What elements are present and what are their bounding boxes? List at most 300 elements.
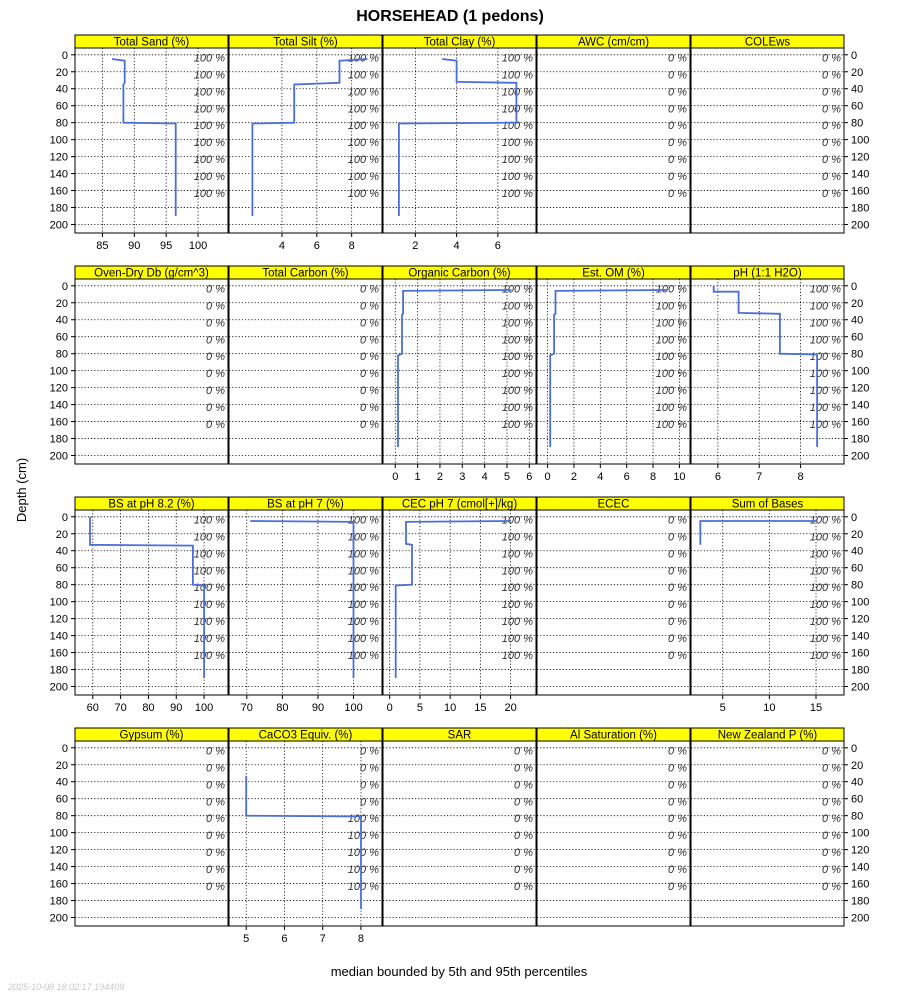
y-tick-label-right: 20: [851, 297, 864, 310]
pct-label: 100 %: [347, 86, 379, 99]
pct-label: 100 %: [501, 137, 533, 150]
y-tick-label-left: 100: [49, 596, 68, 609]
y-tick-label-right: 100: [851, 596, 870, 609]
pct-label: 100 %: [193, 69, 225, 82]
y-tick-label-right: 120: [851, 151, 870, 164]
pct-label: 100 %: [501, 565, 533, 578]
profile-line-bs-at-ph-7: [250, 521, 353, 678]
panel-total-sand: [75, 35, 228, 252]
y-tick-label-left: 200: [49, 681, 68, 694]
y-tick-label-left: 20: [55, 759, 68, 772]
pct-label: 100 %: [501, 419, 533, 432]
pct-label: 100 %: [347, 154, 379, 167]
pct-label: 0 %: [206, 300, 225, 313]
pct-label: 100 %: [809, 300, 841, 313]
pct-label: 100 %: [347, 650, 379, 663]
y-tick-label-right: 200: [851, 219, 870, 232]
x-tick-label: 8: [357, 933, 365, 945]
pct-label: 100 %: [193, 650, 225, 663]
profile-line-bs-at-ph-8-2: [90, 517, 204, 678]
pct-label: 0 %: [668, 171, 687, 184]
strip-label-new-zealand-p: New Zealand P (%): [717, 729, 818, 742]
y-tick-label-right: 140: [851, 861, 870, 874]
x-tick-label: 5: [719, 702, 726, 714]
panel-ph-1-1-h2o: [691, 266, 844, 483]
pct-label: 100 %: [655, 283, 687, 296]
y-tick-label-left: 0: [61, 511, 68, 524]
render-timestamp: 2025-10-08 18:02:17.194409: [8, 982, 125, 992]
strip-label-al-saturation: Al Saturation (%): [570, 729, 657, 742]
pct-label: 100 %: [655, 385, 687, 398]
pct-label: 0 %: [360, 317, 379, 330]
pct-label: 100 %: [809, 385, 841, 398]
y-tick-label-left: 80: [55, 348, 68, 361]
y-tick-label-left: 100: [49, 365, 68, 378]
x-tick-label: 6: [526, 471, 533, 483]
pct-label: 100 %: [655, 419, 687, 432]
y-tick-label-right: 180: [851, 895, 870, 908]
x-tick-label: 4: [453, 240, 460, 252]
pct-label: 100 %: [347, 137, 379, 150]
pct-label: 0 %: [514, 830, 533, 843]
y-tick-label-left: 0: [61, 742, 68, 755]
pct-label: 100 %: [347, 813, 379, 826]
pct-label: 100 %: [501, 103, 533, 116]
pct-label: 100 %: [809, 334, 841, 347]
y-tick-label-right: 80: [851, 348, 864, 361]
profile-line-cec-ph-7-cmol-kg: [396, 521, 511, 678]
pct-label: 100 %: [347, 830, 379, 843]
pct-label: 100 %: [501, 300, 533, 313]
pct-label: 0 %: [822, 120, 841, 133]
y-tick-label-left: 100: [49, 134, 68, 147]
pct-label: 100 %: [193, 531, 225, 544]
y-tick-label-right: 20: [851, 528, 864, 541]
y-tick-label-right: 200: [851, 450, 870, 463]
profile-line-ph-1-1-h2o: [714, 286, 817, 447]
y-tick-label-left: 40: [55, 83, 68, 96]
pct-label: 100 %: [809, 650, 841, 663]
strip-label-total-clay: Total Clay (%): [423, 36, 496, 49]
y-tick-label-left: 180: [49, 895, 68, 908]
x-tick-label: 100: [188, 240, 208, 252]
pct-label: 0 %: [668, 762, 687, 775]
panel-caco3-equiv: [229, 728, 382, 945]
pct-label: 0 %: [206, 830, 225, 843]
pct-label: 100 %: [501, 171, 533, 184]
x-tick-label: 7: [756, 471, 763, 483]
x-tick-label: 5: [503, 471, 511, 483]
panel-awc-cm-cm: [537, 35, 690, 233]
pct-label: 0 %: [668, 650, 687, 663]
panel-cec-ph-7-cmol-kg: [383, 497, 536, 714]
pct-label: 100 %: [193, 565, 225, 578]
y-tick-label-left: 40: [55, 776, 68, 789]
x-tick-label: 10: [444, 702, 457, 714]
pct-label: 100 %: [347, 881, 379, 894]
x-tick-label: 90: [128, 240, 141, 252]
pct-label: 0 %: [668, 796, 687, 809]
profile-line-caco3-equiv: [246, 776, 361, 909]
pct-label: 100 %: [501, 402, 533, 415]
y-tick-label-right: 160: [851, 185, 870, 198]
pct-label: 100 %: [655, 300, 687, 313]
strip-label-total-silt: Total Silt (%): [273, 36, 338, 49]
y-tick-label-right: 120: [851, 613, 870, 626]
y-tick-label-right: 100: [851, 827, 870, 840]
y-tick-label-left: 140: [49, 168, 68, 181]
panel-gypsum: [75, 728, 228, 926]
y-tick-label-left: 20: [55, 66, 68, 79]
y-tick-label-right: 100: [851, 134, 870, 147]
y-tick-label-left: 60: [55, 100, 68, 113]
pct-label: 0 %: [822, 813, 841, 826]
pct-label: 0 %: [668, 69, 687, 82]
y-tick-label-right: 40: [851, 83, 864, 96]
x-tick-label: 70: [114, 702, 127, 714]
pct-label: 100 %: [193, 548, 225, 561]
y-tick-label-left: 160: [49, 878, 68, 891]
pct-label: 0 %: [360, 796, 379, 809]
pct-label: 0 %: [206, 745, 225, 758]
y-tick-label-left: 200: [49, 450, 68, 463]
y-tick-label-right: 160: [851, 647, 870, 660]
strip-label-caco3-equiv: CaCO3 Equiv. (%): [258, 729, 353, 742]
pct-label: 100 %: [347, 582, 379, 595]
x-tick-label: 5: [416, 702, 423, 714]
y-tick-label-left: 60: [55, 793, 68, 806]
pct-label: 0 %: [360, 300, 379, 313]
pct-label: 0 %: [668, 188, 687, 201]
pct-label: 100 %: [809, 283, 841, 296]
y-tick-label-left: 200: [49, 219, 68, 232]
x-tick-label: 85: [96, 240, 109, 252]
strip-label-sar: SAR: [447, 729, 472, 742]
profile-line-sum-of-bases: [700, 521, 816, 545]
pct-label: 0 %: [822, 52, 841, 65]
pct-label: 0 %: [206, 385, 225, 398]
y-tick-label-left: 140: [49, 861, 68, 874]
strip-label-bs-at-ph-7: BS at pH 7 (%): [267, 498, 344, 511]
pct-label: 100 %: [347, 103, 379, 116]
x-tick-label: 0: [386, 702, 393, 714]
pct-label: 100 %: [193, 103, 225, 116]
pct-label: 100 %: [501, 334, 533, 347]
x-tick-label: 4: [481, 471, 488, 483]
pct-label: 0 %: [360, 385, 379, 398]
y-tick-label-left: 160: [49, 185, 68, 198]
x-tick-label: 6: [281, 933, 288, 945]
y-tick-label-left: 0: [61, 49, 68, 62]
y-tick-label-left: 20: [55, 297, 68, 310]
strip-label-organic-carbon: Organic Carbon (%): [408, 267, 511, 280]
pct-label: 0 %: [668, 881, 687, 894]
pct-label: 0 %: [668, 565, 687, 578]
y-tick-label-left: 120: [49, 382, 68, 395]
pct-label: 100 %: [809, 351, 841, 364]
x-tick-label: 4: [597, 471, 604, 483]
pct-label: 100 %: [193, 52, 225, 65]
pct-label: 0 %: [206, 847, 225, 860]
pct-label: 100 %: [501, 582, 533, 595]
profile-line-total-clay: [399, 59, 517, 216]
x-tick-label: 70: [240, 702, 253, 714]
pct-label: 100 %: [193, 171, 225, 184]
x-tick-label: 20: [504, 702, 517, 714]
y-tick-label-right: 20: [851, 759, 864, 772]
x-tick-label: 8: [650, 471, 657, 483]
pct-label: 0 %: [668, 531, 687, 544]
y-tick-label-left: 80: [55, 579, 68, 592]
panel-colews: [691, 35, 844, 233]
y-tick-label-right: 60: [851, 100, 864, 113]
pct-label: 100 %: [809, 633, 841, 646]
x-tick-label: 100: [194, 702, 214, 714]
y-tick-label-right: 180: [851, 664, 870, 677]
pct-label: 0 %: [360, 762, 379, 775]
pct-label: 100 %: [655, 368, 687, 381]
pct-label: 100 %: [501, 531, 533, 544]
pct-label: 100 %: [501, 52, 533, 65]
pct-label: 100 %: [193, 86, 225, 99]
y-tick-label-right: 140: [851, 399, 870, 412]
chart-title: HORSEHEAD (1 pedons): [356, 8, 544, 25]
pct-label: 100 %: [347, 548, 379, 561]
y-tick-label-left: 40: [55, 314, 68, 327]
x-tick-label: 60: [86, 702, 99, 714]
pct-label: 0 %: [822, 745, 841, 758]
profile-line-organic-carbon: [398, 290, 511, 447]
y-tick-label-left: 40: [55, 545, 68, 558]
pct-label: 100 %: [193, 137, 225, 150]
pct-label: 0 %: [668, 864, 687, 877]
pct-label: 100 %: [193, 582, 225, 595]
pct-label: 0 %: [206, 402, 225, 415]
x-axis-label: median bounded by 5th and 95th percentiles: [330, 964, 588, 979]
pct-label: 0 %: [668, 779, 687, 792]
pct-label: 100 %: [501, 616, 533, 629]
pct-label: 100 %: [655, 351, 687, 364]
x-tick-label: 10: [673, 471, 686, 483]
pct-label: 0 %: [514, 762, 533, 775]
y-tick-label-right: 0: [851, 511, 858, 524]
x-tick-label: 2: [412, 240, 419, 252]
y-tick-label-right: 160: [851, 878, 870, 891]
pct-label: 0 %: [668, 52, 687, 65]
pct-label: 0 %: [822, 779, 841, 792]
panel-bs-at-ph-8-2: [75, 497, 228, 714]
pct-label: 100 %: [501, 599, 533, 612]
pct-label: 0 %: [514, 796, 533, 809]
y-tick-label-right: 0: [851, 280, 858, 293]
pct-label: 0 %: [668, 830, 687, 843]
y-tick-label-right: 120: [851, 382, 870, 395]
y-tick-label-left: 20: [55, 528, 68, 541]
y-tick-label-left: 200: [49, 912, 68, 925]
pct-label: 0 %: [360, 368, 379, 381]
pct-label: 100 %: [347, 864, 379, 877]
pct-label: 0 %: [360, 334, 379, 347]
pct-label: 100 %: [809, 514, 841, 527]
pct-label: 0 %: [822, 864, 841, 877]
pct-label: 0 %: [822, 847, 841, 860]
x-tick-label: 80: [142, 702, 155, 714]
y-tick-label-right: 0: [851, 49, 858, 62]
panel-oven-dry-db-g-cm-3: [75, 266, 228, 464]
strip-label-cec-ph-7-cmol-kg: CEC pH 7 (cmol[+]/kg): [401, 498, 518, 511]
y-axis-label: Depth (cm): [14, 457, 29, 523]
pct-label: 0 %: [668, 582, 687, 595]
pct-label: 100 %: [347, 69, 379, 82]
strip-label-gypsum: Gypsum (%): [119, 729, 184, 742]
y-tick-label-right: 100: [851, 365, 870, 378]
strip-label-ph-1-1-h2o: pH (1:1 H2O): [733, 267, 802, 280]
pct-label: 100 %: [193, 616, 225, 629]
panel-bs-at-ph-7: [229, 497, 382, 714]
pct-label: 100 %: [809, 548, 841, 561]
pct-label: 0 %: [822, 881, 841, 894]
y-tick-label-left: 80: [55, 810, 68, 823]
pct-label: 0 %: [668, 616, 687, 629]
y-tick-label-right: 20: [851, 66, 864, 79]
pct-label: 100 %: [501, 385, 533, 398]
pct-label: 100 %: [809, 402, 841, 415]
pct-label: 0 %: [206, 368, 225, 381]
pct-label: 100 %: [809, 565, 841, 578]
panel-total-silt: [229, 35, 382, 252]
pct-label: 0 %: [822, 103, 841, 116]
pct-label: 0 %: [206, 813, 225, 826]
pct-label: 0 %: [822, 69, 841, 82]
y-tick-label-right: 60: [851, 793, 864, 806]
y-tick-label-left: 180: [49, 202, 68, 215]
y-tick-label-left: 80: [55, 117, 68, 130]
pct-label: 0 %: [206, 881, 225, 894]
y-tick-label-right: 60: [851, 562, 864, 575]
pct-label: 100 %: [809, 616, 841, 629]
x-tick-label: 10: [763, 702, 776, 714]
pct-label: 100 %: [347, 599, 379, 612]
pct-label: 0 %: [668, 847, 687, 860]
y-tick-label-right: 180: [851, 433, 870, 446]
y-tick-label-left: 140: [49, 399, 68, 412]
pct-label: 0 %: [514, 864, 533, 877]
pct-label: 0 %: [668, 86, 687, 99]
pct-label: 100 %: [501, 351, 533, 364]
pct-label: 100 %: [347, 531, 379, 544]
pct-label: 0 %: [668, 548, 687, 561]
y-tick-label-right: 200: [851, 912, 870, 925]
pct-label: 100 %: [193, 154, 225, 167]
pct-label: 0 %: [514, 745, 533, 758]
panel-organic-carbon: [383, 266, 536, 483]
y-tick-label-left: 160: [49, 416, 68, 429]
strip-label-colews: COLEws: [744, 36, 791, 49]
y-tick-label-left: 140: [49, 630, 68, 643]
panel-sar: [383, 728, 536, 926]
pct-label: 100 %: [501, 154, 533, 167]
pct-label: 0 %: [360, 351, 379, 364]
x-tick-label: 0: [544, 471, 551, 483]
y-tick-label-left: 120: [49, 151, 68, 164]
pct-label: 100 %: [193, 188, 225, 201]
pct-label: 100 %: [501, 317, 533, 330]
y-tick-label-right: 140: [851, 630, 870, 643]
pct-label: 0 %: [668, 154, 687, 167]
panel-ecec: [537, 497, 690, 695]
y-tick-label-left: 60: [55, 562, 68, 575]
strip-label-bs-at-ph-8-2: BS at pH 8.2 (%): [108, 498, 195, 511]
y-tick-label-left: 0: [61, 280, 68, 293]
pct-label: 100 %: [347, 120, 379, 133]
y-tick-label-left: 120: [49, 844, 68, 857]
x-tick-label: 6: [313, 240, 320, 252]
pct-label: 0 %: [360, 402, 379, 415]
x-tick-label: 1: [414, 471, 421, 483]
pct-label: 0 %: [668, 745, 687, 758]
pct-label: 100 %: [501, 548, 533, 561]
pct-label: 0 %: [514, 881, 533, 894]
pct-label: 0 %: [514, 813, 533, 826]
y-tick-label-left: 180: [49, 664, 68, 677]
y-tick-label-right: 60: [851, 331, 864, 344]
pct-label: 100 %: [501, 188, 533, 201]
pct-label: 0 %: [822, 171, 841, 184]
y-tick-label-right: 80: [851, 810, 864, 823]
strip-label-awc-cm-cm: AWC (cm/cm): [577, 36, 650, 49]
pct-label: 100 %: [809, 582, 841, 595]
profile-line-est-om: [550, 290, 666, 447]
pct-label: 0 %: [822, 188, 841, 201]
x-tick-label: 6: [623, 471, 630, 483]
pct-label: 100 %: [347, 188, 379, 201]
pct-label: 0 %: [822, 830, 841, 843]
y-tick-label-left: 120: [49, 613, 68, 626]
pct-label: 100 %: [809, 599, 841, 612]
x-tick-label: 80: [276, 702, 289, 714]
pct-label: 100 %: [347, 616, 379, 629]
pct-label: 0 %: [206, 796, 225, 809]
pct-label: 100 %: [193, 633, 225, 646]
x-tick-label: 15: [474, 702, 487, 714]
x-tick-label: 4: [278, 240, 286, 252]
pct-label: 100 %: [809, 419, 841, 432]
y-tick-label-right: 40: [851, 545, 864, 558]
x-tick-label: 2: [570, 471, 577, 483]
pct-label: 100 %: [501, 368, 533, 381]
pct-label: 0 %: [822, 154, 841, 167]
x-tick-label: 0: [392, 471, 399, 483]
y-tick-label-right: 0: [851, 742, 858, 755]
pct-label: 0 %: [668, 599, 687, 612]
pct-label: 0 %: [514, 779, 533, 792]
panel-al-saturation: [537, 728, 690, 926]
pct-label: 0 %: [360, 779, 379, 792]
x-tick-label: 8: [348, 240, 355, 252]
panel-est-om: [537, 266, 690, 483]
pct-label: 0 %: [668, 633, 687, 646]
x-tick-label: 8: [797, 471, 804, 483]
panel-total-carbon: [229, 266, 382, 464]
x-tick-label: 3: [459, 471, 466, 483]
pct-label: 0 %: [668, 120, 687, 133]
pct-label: 0 %: [360, 745, 379, 758]
pct-label: 100 %: [809, 317, 841, 330]
pct-label: 100 %: [501, 633, 533, 646]
pct-label: 0 %: [822, 86, 841, 99]
y-tick-label-right: 40: [851, 776, 864, 789]
pct-label: 100 %: [347, 565, 379, 578]
